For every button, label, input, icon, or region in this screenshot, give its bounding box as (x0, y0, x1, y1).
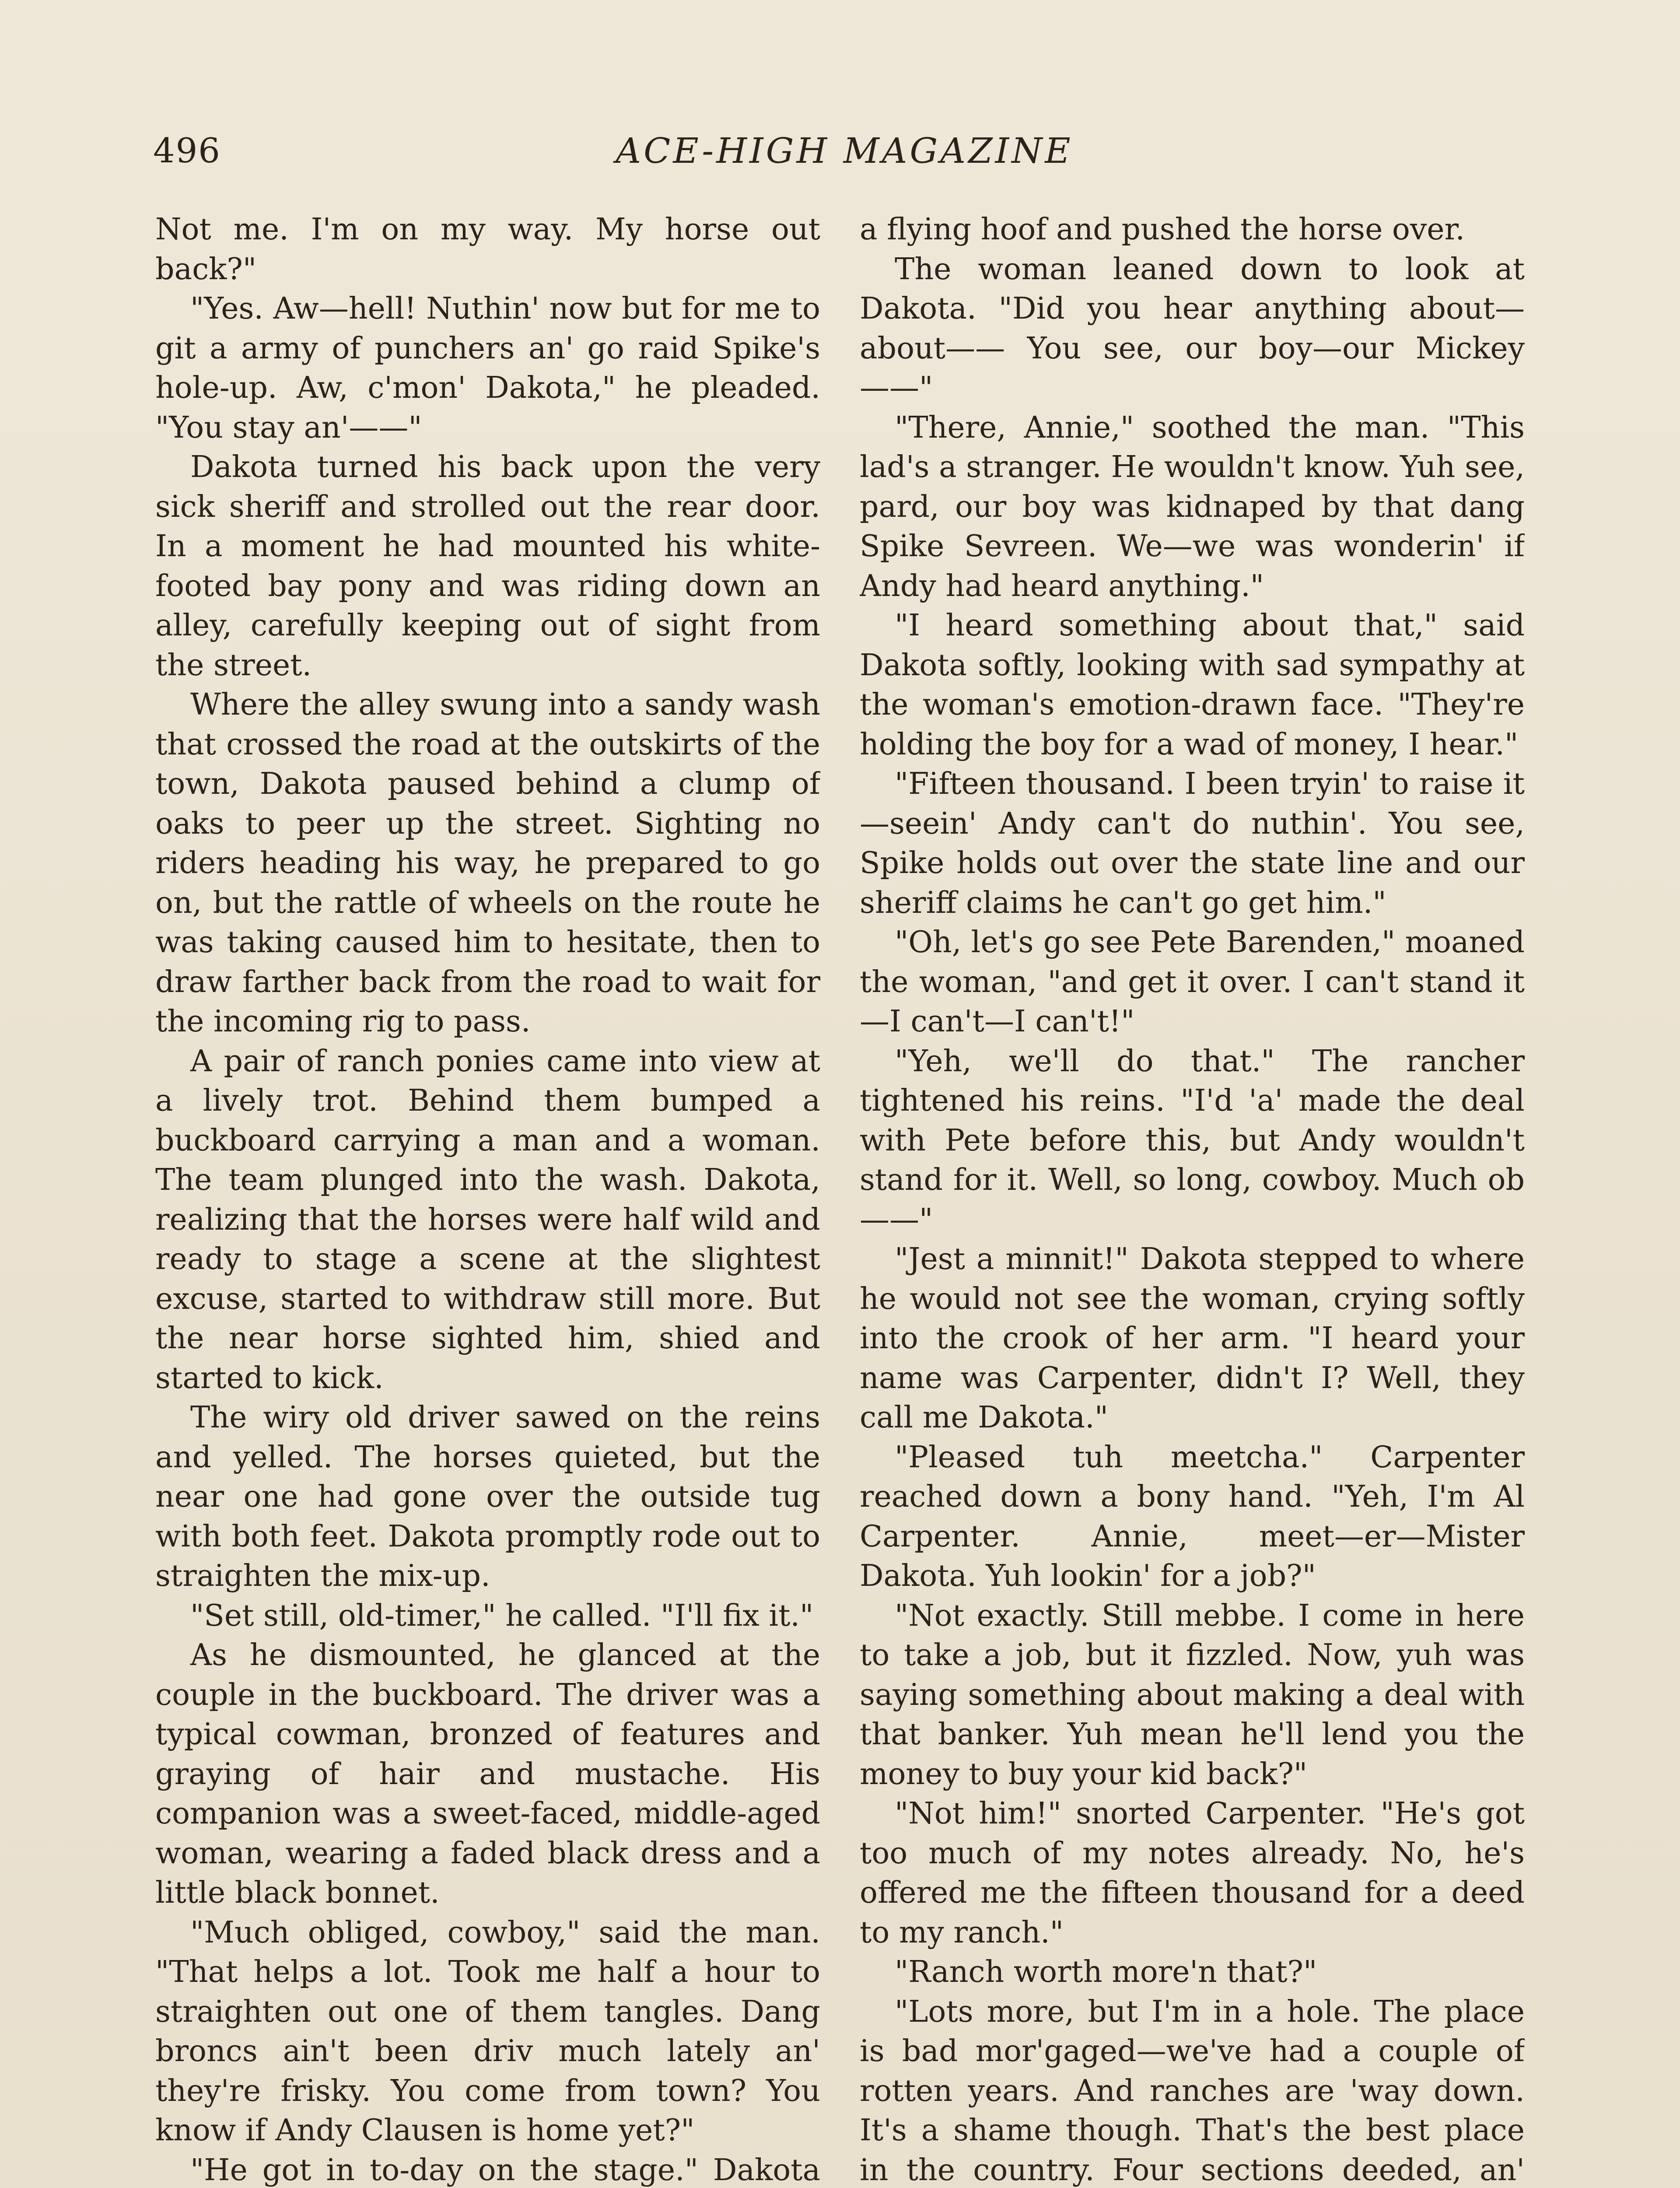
magazine-title: ACE-HIGH MAGAZINE (616, 130, 1073, 171)
paragraph: "Lots more, but I'm in a hole. The place is bad mor'gaged—we've had a couple of rotten years. And ranches are 'way down. It's a shame though. That's the best place in the country. Four sections deeded, an' (860, 1994, 1525, 2188)
paragraph: Where the alley swung into a sandy wash that crossed the road at the outskirts of the town, Dakota paused behind a clump of oaks to peer up the street. Sighting no riders heading his way, he prepared to go on, but the rattle of wheels on the route he was taking caused him to hesitate, then to draw farther back from the road to wait for the incoming rig to pass. (155, 687, 820, 1039)
paragraph: The wiry old driver sawed on the reins and yelled. The horses quieted, but the near one had gone over the outside tug with both feet. Dakota promptly rode out to straighten the mix-up. (155, 1400, 820, 1593)
left-column (155, 210, 820, 2188)
paragraph: "There, Annie," soothed the man. "This lad's a stranger. He wouldn't know. Yuh see, pard, our boy was kidnaped by that dang Spike Sevreen. We—we was wonderin' if Andy had heard anything." (860, 410, 1525, 603)
paragraph: "He got in to-day on the stage." Dakota (190, 2153, 820, 2188)
paragraph: "Oh, let's go see Pete Barenden," moaned the woman, "and get it over. I can't stand it—I can't—I can't!" (860, 925, 1525, 1039)
paragraph: "Not him!" snorted Carpenter. "He's got too much of my notes already. No, he's offered me the fifteen thousand for a deed to my ranch." (860, 1796, 1525, 1950)
paragraph: A pair of ranch ponies came into view at a lively trot. Behind them bumped a buckboard carrying a man and a woman. The team plunged into the wash. Dakota, realizing that the horses were half wild and ready to stage a scene at the slightest excuse, started to withdraw still more. But the near horse sighted him, shied and started to kick. (155, 1044, 820, 1396)
paragraph: The woman leaned down to look at Dakota. "Did you hear anything about—about—— You see, our boy—our Mickey——" (860, 252, 1525, 405)
text-columns (155, 210, 1525, 2188)
right-column (860, 210, 1525, 2188)
paragraph: "Yes. Aw—hell! Nuthin' now but for me to git a army of punchers an' go raid Spike's hole-up. Aw, c'mon' Dakota," he pleaded. "You stay an'——" (155, 291, 820, 445)
paragraph: "I heard something about that," said Dakota softly, looking with sad sympathy at the woman's emotion-drawn face. "They're holding the boy for a wad of money, I hear." (860, 608, 1525, 762)
paragraph: "Pleased tuh meetcha." Carpenter reached down a bony hand. "Yeh, I'm Al Carpenter. Annie, meet—er—Mister Dakota. Yuh lookin' for a job?" (860, 1440, 1525, 1593)
paragraph: "Yeh, we'll do that." The rancher tightened his reins. "I'd 'a' made the deal with Pete before this, but Andy wouldn't stand for it. Well, so long, cowboy. Much ob——" (860, 1044, 1525, 1237)
paragraph: "Much obliged, cowboy," said the man. "That helps a lot. Took me half a hour to straighten out one of them tangles. Dang broncs ain't been driv much lately an' they're frisky. You come from town? You know if Andy Clausen is home yet?" (155, 1915, 820, 2148)
paragraph: "Jest a minnit!" Dakota stepped to where he would not see the woman, crying softly into the crook of her arm. "I heard your name was Carpenter, didn't I? Well, they call me Dakota." (860, 1242, 1525, 1435)
paragraph: a flying hoof and pushed the horse over. (860, 212, 1465, 247)
paragraph: As he dismounted, he glanced at the couple in the buckboard. The driver was a typical cowman, bronzed of features and graying of hair and mustache. His companion was a sweet-faced, middle-aged woman, wearing a faded black dress and a little black bonnet. (155, 1638, 820, 1910)
paragraph: "Fifteen thousand. I been tryin' to raise it—seein' Andy can't do nuthin'. You see, Spike holds out over the state line and our sheriff claims he can't go get him." (860, 767, 1525, 920)
page-header (153, 127, 1536, 175)
paragraph: "Ranch worth more'n that?" (895, 1955, 1317, 1989)
paragraph: "Set still, old-timer," he called. "I'll fix it." (190, 1598, 814, 1633)
paragraph: Dakota turned his back upon the very sick sheriff and strolled out the rear door. In a moment he had mounted his white-footed bay pony and was riding down an alley, carefully keeping out of sight from the street. (155, 450, 820, 683)
paragraph: "Not exactly. Still mebbe. I come in here to take a job, but it fizzled. Now, yuh was saying something about making a deal with that banker. Yuh mean he'll lend you the money to buy your kid back?" (860, 1598, 1525, 1792)
page-number: 496 (153, 131, 221, 171)
paragraph: Not me. I'm on my way. My horse out back?" (155, 212, 820, 287)
